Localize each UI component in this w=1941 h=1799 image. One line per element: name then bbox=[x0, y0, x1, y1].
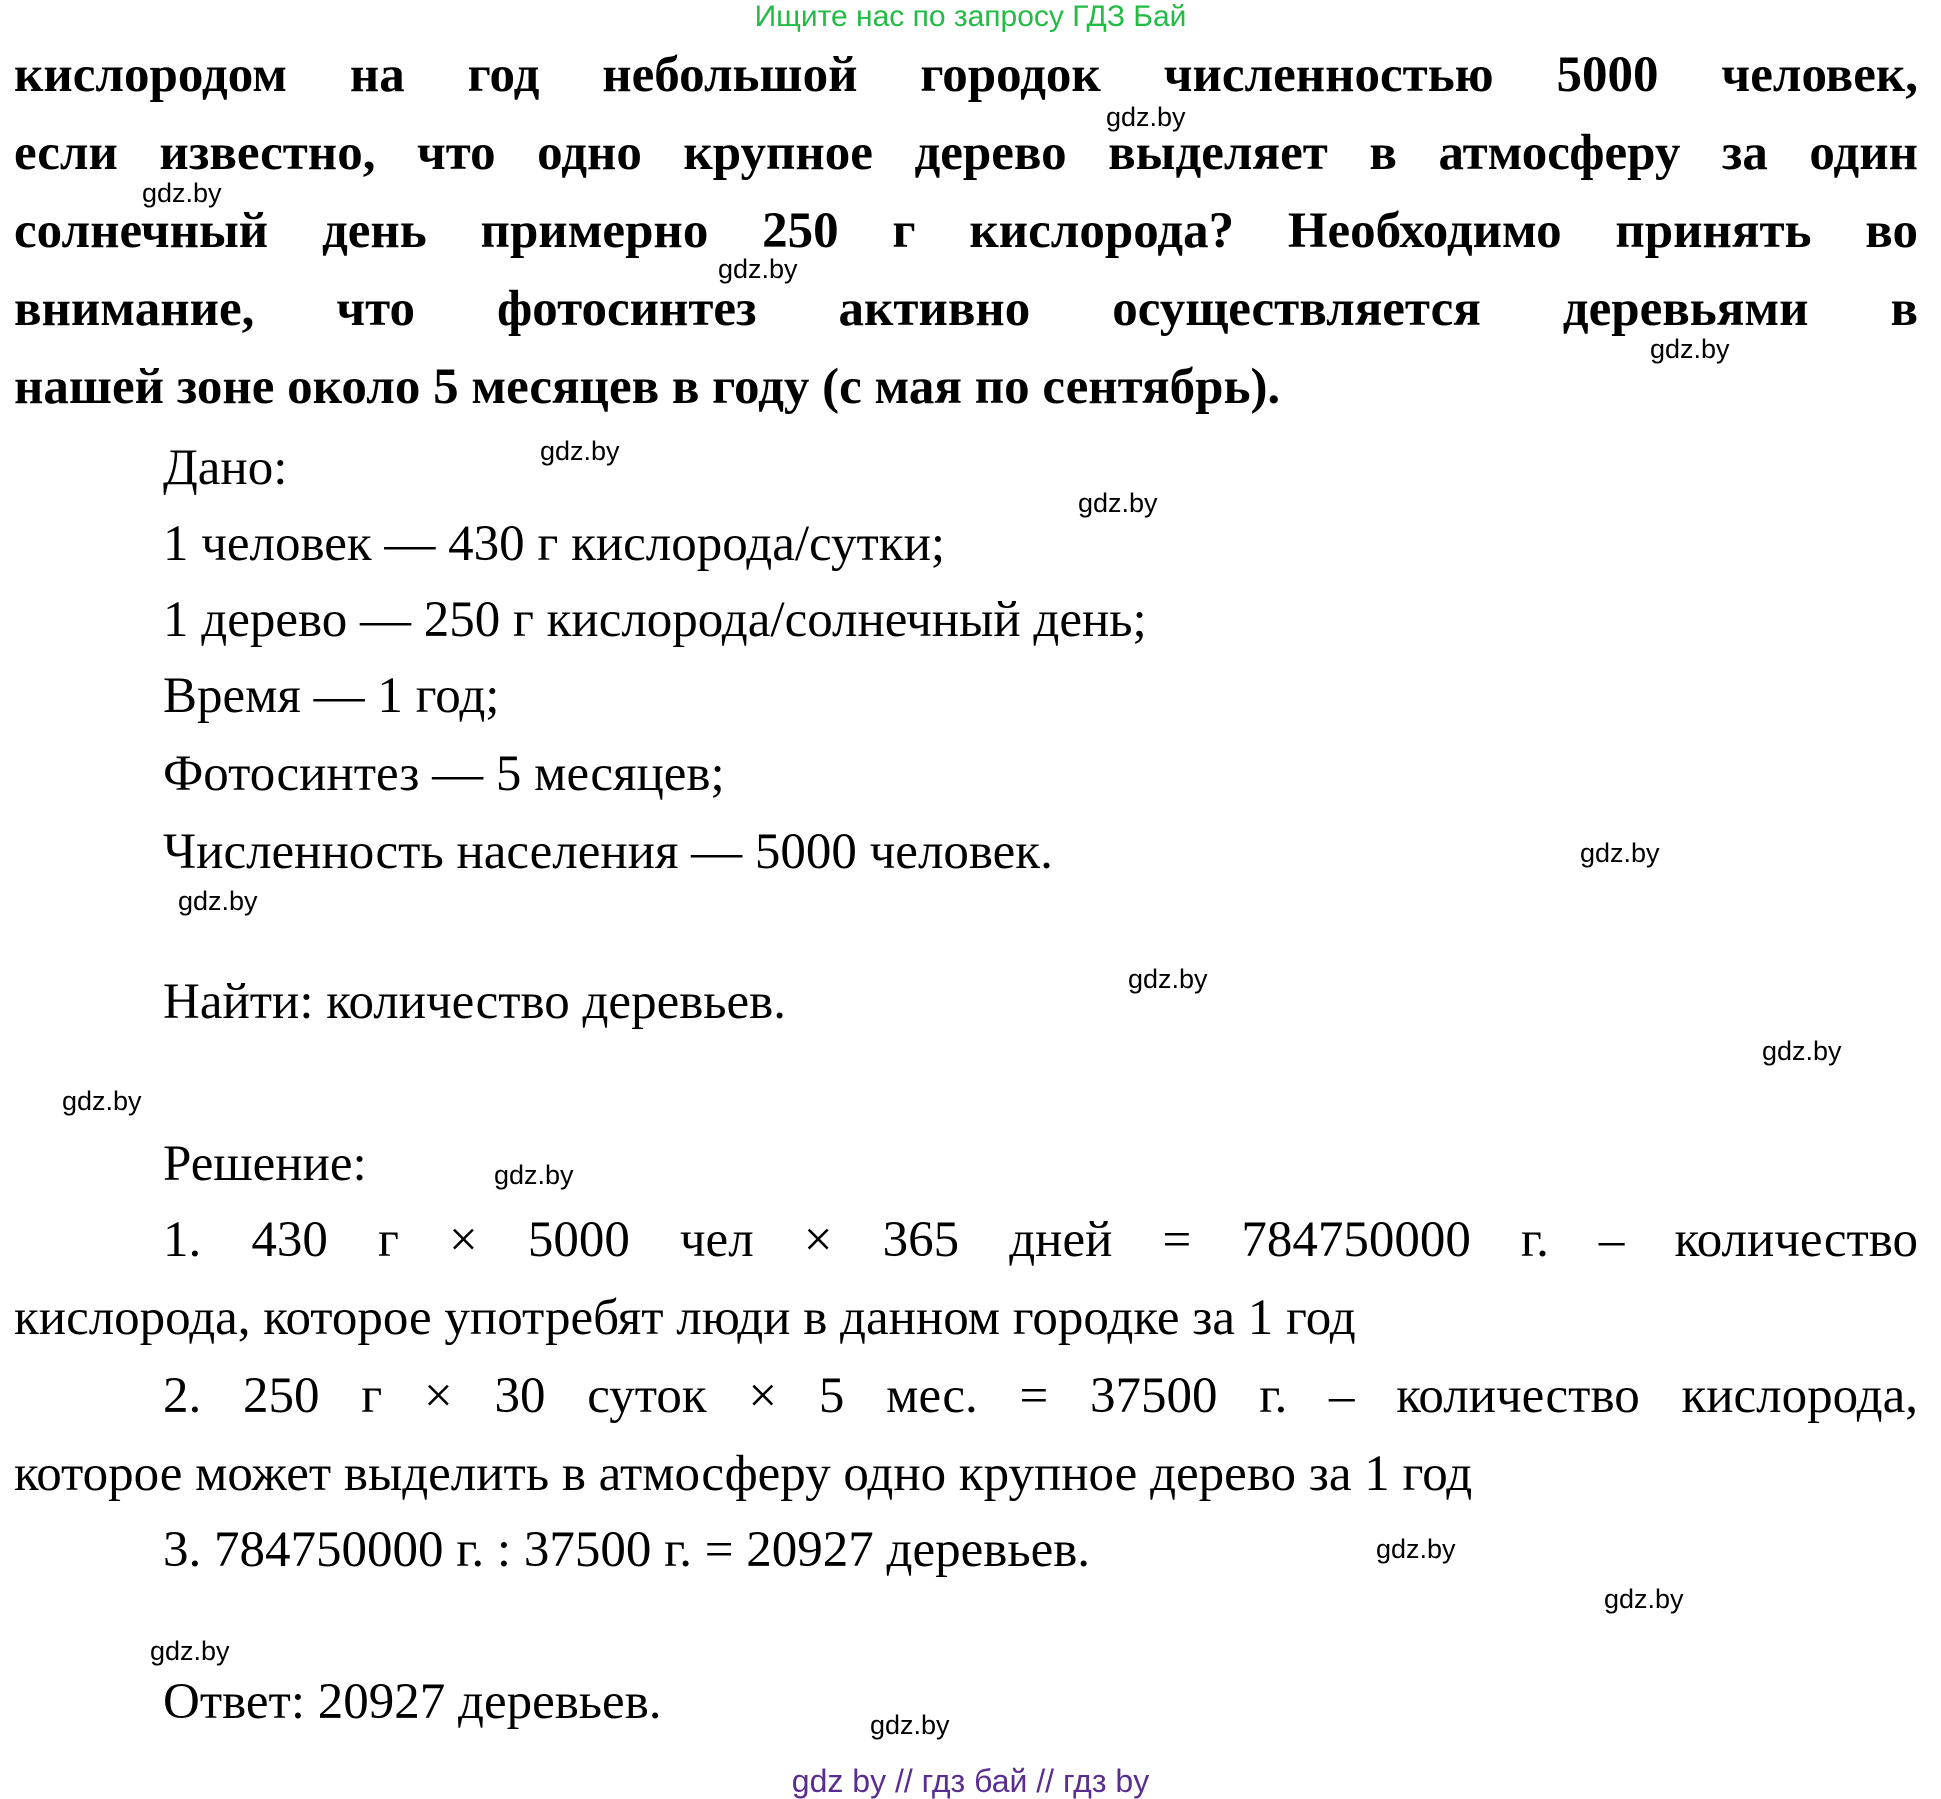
watermark: gdz.by bbox=[178, 886, 258, 916]
given-item: 1 дерево — 250 г кислорода/солнечный день; bbox=[163, 592, 1147, 648]
watermark: gdz.by bbox=[142, 178, 222, 208]
watermark: gdz.by bbox=[1128, 964, 1208, 994]
given-item: Время — 1 год; bbox=[163, 668, 500, 724]
given-item: Численность населения — 5000 человек. bbox=[163, 824, 1053, 880]
problem-line: нашей зоне около 5 месяцев в году (с мая по сентябрь). bbox=[14, 359, 1281, 415]
problem-line: кислородом на год небольшой городок численностью 5000 человек, bbox=[14, 47, 1918, 103]
answer-text: Ответ: 20927 деревьев. bbox=[163, 1674, 662, 1730]
watermark: gdz.by bbox=[1106, 102, 1186, 132]
site-banner: Ищите нас по запросу ГДЗ Бай bbox=[754, 0, 1187, 33]
solution-step-1-cont: кислорода, которое употребят люди в данном городке за 1 год bbox=[14, 1290, 1356, 1346]
footer-links[interactable]: gdz by // гдз бай // гдз by bbox=[791, 1763, 1150, 1799]
watermark: gdz.by bbox=[1762, 1036, 1842, 1066]
watermark: gdz.by bbox=[62, 1086, 142, 1116]
watermark: gdz.by bbox=[150, 1636, 230, 1666]
watermark: gdz.by bbox=[1078, 488, 1158, 518]
given-item: 1 человек — 430 г кислорода/сутки; bbox=[163, 516, 946, 572]
watermark: gdz.by bbox=[870, 1710, 950, 1740]
watermark: gdz.by bbox=[1580, 838, 1660, 868]
solution-step-3: 3. 784750000 г. : 37500 г. = 20927 деревьев. bbox=[163, 1522, 1091, 1578]
find-text: Найти: количество деревьев. bbox=[163, 974, 787, 1030]
given-title: Дано: bbox=[163, 440, 288, 496]
watermark: gdz.by bbox=[1650, 334, 1730, 364]
problem-line: солнечный день примерно 250 г кислорода? Необходимо принять во bbox=[14, 203, 1918, 259]
watermark: gdz.by bbox=[1604, 1584, 1684, 1614]
watermark: gdz.by bbox=[494, 1160, 574, 1190]
problem-line: если известно, что одно крупное дерево выделяет в атмосферу за один bbox=[14, 125, 1918, 181]
solution-step-1: 1. 430 г × 5000 чел × 365 дней = 784750000 г. – количество bbox=[163, 1212, 1918, 1268]
watermark: gdz.by bbox=[718, 254, 798, 284]
problem-statement bbox=[14, 36, 1918, 426]
given-item: Фотосинтез — 5 месяцев; bbox=[163, 746, 725, 802]
watermark: gdz.by bbox=[540, 436, 620, 466]
solution-step-2: 2. 250 г × 30 суток × 5 мес. = 37500 г. – количество кислорода, bbox=[163, 1368, 1918, 1424]
problem-line: внимание, что фотосинтез активно осуществляется деревьями в bbox=[14, 281, 1918, 337]
solution-step-2-cont: которое может выделить в атмосферу одно крупное дерево за 1 год bbox=[14, 1446, 1473, 1502]
watermark: gdz.by bbox=[1376, 1534, 1456, 1564]
solution-title: Решение: bbox=[163, 1136, 367, 1192]
